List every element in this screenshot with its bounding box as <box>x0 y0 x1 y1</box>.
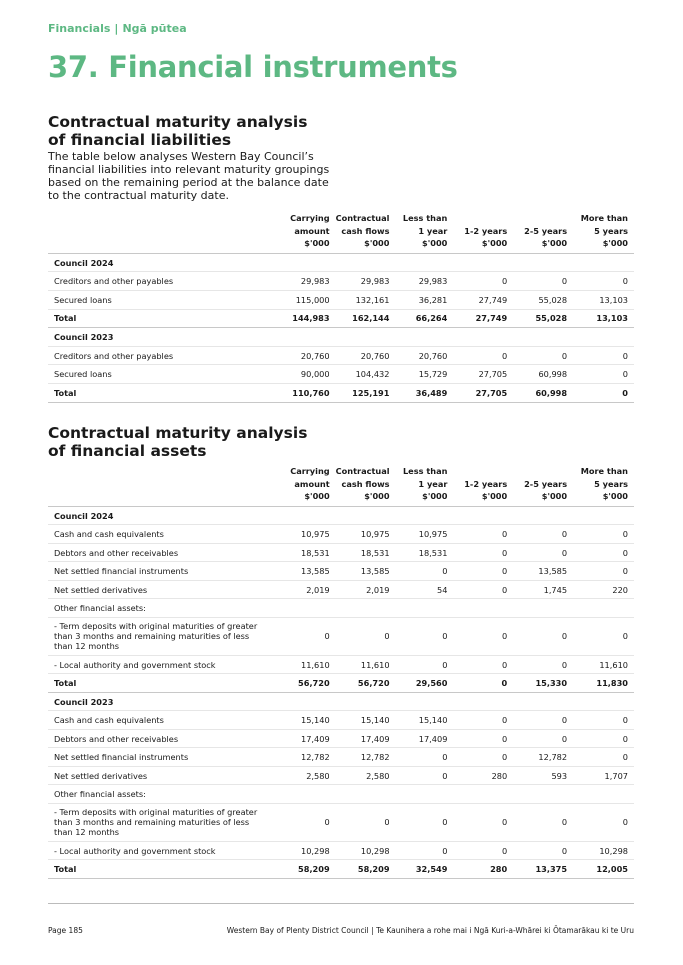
total-row <box>48 674 634 693</box>
value-cell <box>396 506 454 525</box>
table-row <box>48 655 634 674</box>
value-cell: 0 <box>453 674 513 693</box>
section-row <box>48 253 634 272</box>
row-label: Total <box>48 674 271 693</box>
column-header-line <box>513 465 567 478</box>
value-cell: 110,760 <box>271 383 336 402</box>
value-cell: 13,103 <box>573 290 634 309</box>
column-header-line: 5 years <box>594 225 628 236</box>
value-cell: 280 <box>453 766 513 785</box>
value-cell: 15,729 <box>395 365 453 384</box>
column-header-line: $'000 <box>304 491 330 502</box>
column-header <box>336 212 396 253</box>
value-cell: 56,720 <box>336 674 396 693</box>
column-header-line: $'000 <box>481 238 508 249</box>
value-cell: 0 <box>396 562 454 581</box>
header-label-cell <box>48 212 271 253</box>
value-cell: 58,209 <box>336 860 396 879</box>
value-cell <box>573 328 634 347</box>
value-cell: 0 <box>453 562 513 581</box>
value-cell: 27,749 <box>453 290 513 309</box>
liabilities-intro: The table below analyses Western Bay Council’s financial liabilities into relevant maturity groupings based on the remaining period at the balance date to the contractual maturity date. <box>48 150 330 202</box>
table-header-row <box>48 212 634 253</box>
value-cell <box>453 692 513 711</box>
row-label: Council 2024 <box>48 253 271 272</box>
value-cell: 1,745 <box>513 580 573 599</box>
header-label-cell <box>48 465 271 506</box>
value-cell: 0 <box>573 748 634 767</box>
footer-divider <box>48 903 634 904</box>
table-row <box>48 729 634 748</box>
column-header-line: 1-2 years <box>464 478 508 489</box>
assets-heading-line2: of financial assets <box>48 442 207 460</box>
value-cell: 27,705 <box>453 383 513 402</box>
table-row <box>48 841 634 860</box>
value-cell: 13,585 <box>336 562 396 581</box>
value-cell: 10,975 <box>336 525 396 544</box>
value-cell: 32,549 <box>396 860 454 879</box>
row-label: - Term deposits with original maturities of greater than 3 months and remaining maturities of less than 12 months <box>48 617 271 655</box>
value-cell: 17,409 <box>396 729 454 748</box>
column-header-line: Carrying <box>290 213 330 223</box>
liabilities-heading-line2: of financial liabilities <box>48 131 232 149</box>
value-cell: 15,140 <box>271 711 336 730</box>
value-cell: 0 <box>453 655 513 674</box>
value-cell: 0 <box>336 803 396 841</box>
table-row <box>48 785 634 804</box>
value-cell: 0 <box>573 562 634 581</box>
column-header <box>453 212 513 253</box>
value-cell: 0 <box>513 272 573 291</box>
value-cell: 0 <box>396 748 454 767</box>
value-cell <box>336 599 396 618</box>
column-header-line <box>453 465 507 478</box>
column-header-line: $'000 <box>541 238 568 249</box>
table-row <box>48 599 634 618</box>
value-cell <box>396 599 454 618</box>
table-row <box>48 766 634 785</box>
value-cell: 18,531 <box>271 543 336 562</box>
value-cell: 0 <box>271 617 336 655</box>
column-header-line: $'000 <box>481 491 508 502</box>
value-cell: 10,975 <box>396 525 454 544</box>
value-cell <box>271 253 336 272</box>
value-cell: 0 <box>573 617 634 655</box>
value-cell: 20,760 <box>336 346 396 365</box>
value-cell: 0 <box>396 766 454 785</box>
value-cell: 2,580 <box>336 766 396 785</box>
value-cell <box>271 599 336 618</box>
column-header <box>271 212 336 253</box>
value-cell: 13,375 <box>513 860 573 879</box>
value-cell: 0 <box>453 748 513 767</box>
value-cell: 10,298 <box>336 841 396 860</box>
footer-organisation: Western Bay of Plenty District Council | Te Kaunihera a rohe mai i Ngā Kuri-a-Whārei ki Ōtamarākau ki te Uru <box>226 926 634 935</box>
value-cell: 125,191 <box>336 383 396 402</box>
column-header-line: Less than <box>402 213 448 223</box>
column-header <box>513 212 573 253</box>
row-label: Net settled derivatives <box>48 766 271 785</box>
table-row <box>48 617 634 655</box>
value-cell: 0 <box>513 525 573 544</box>
row-label: Creditors and other payables <box>48 346 271 365</box>
value-cell: 18,531 <box>396 543 454 562</box>
row-label: Council 2023 <box>48 692 271 711</box>
value-cell: 66,264 <box>395 309 453 328</box>
value-cell: 104,432 <box>336 365 396 384</box>
column-header-line: $'000 <box>304 238 330 249</box>
value-cell: 0 <box>573 272 634 291</box>
table-row <box>48 803 634 841</box>
value-cell: 0 <box>573 346 634 365</box>
value-cell: 0 <box>453 841 513 860</box>
column-header-line: $'000 <box>364 491 390 502</box>
row-label: Council 2024 <box>48 506 271 525</box>
value-cell: 220 <box>573 580 634 599</box>
value-cell: 15,140 <box>396 711 454 730</box>
value-cell: 55,028 <box>513 309 573 328</box>
value-cell: 0 <box>513 346 573 365</box>
value-cell: 2,580 <box>271 766 336 785</box>
value-cell: 10,975 <box>271 525 336 544</box>
header-separator: | <box>114 22 119 35</box>
value-cell: 36,281 <box>395 290 453 309</box>
column-header-line: cash flows <box>341 225 390 236</box>
page-header <box>48 22 187 35</box>
value-cell: 54 <box>396 580 454 599</box>
value-cell: 15,330 <box>513 674 573 693</box>
column-header-line: $'000 <box>364 238 390 249</box>
row-label: Secured loans <box>48 290 271 309</box>
value-cell: 132,161 <box>336 290 396 309</box>
value-cell <box>396 785 454 804</box>
table-row <box>48 525 634 544</box>
value-cell <box>513 328 573 347</box>
value-cell: 0 <box>513 841 573 860</box>
total-row <box>48 309 634 328</box>
value-cell: 0 <box>573 729 634 748</box>
column-header-line: More than <box>580 466 628 476</box>
value-cell <box>573 253 634 272</box>
value-cell: 0 <box>453 580 513 599</box>
table-row <box>48 272 634 291</box>
value-cell <box>453 599 513 618</box>
value-cell: 20,760 <box>271 346 336 365</box>
value-cell: 12,782 <box>513 748 573 767</box>
table-row <box>48 365 634 384</box>
column-header-line: Contractual <box>335 466 390 476</box>
total-row <box>48 383 634 402</box>
row-label: Creditors and other payables <box>48 272 271 291</box>
column-header-line: 1 year <box>418 225 448 236</box>
value-cell: 2,019 <box>336 580 396 599</box>
row-label: Cash and cash equivalents <box>48 711 271 730</box>
row-label: - Local authority and government stock <box>48 655 271 674</box>
value-cell: 17,409 <box>336 729 396 748</box>
table-row <box>48 748 634 767</box>
value-cell: 0 <box>453 346 513 365</box>
value-cell <box>453 328 513 347</box>
value-cell: 55,028 <box>513 290 573 309</box>
value-cell: 0 <box>573 365 634 384</box>
value-cell: 0 <box>513 655 573 674</box>
column-header <box>271 465 336 506</box>
row-label: Net settled financial instruments <box>48 748 271 767</box>
value-cell: 10,298 <box>573 841 634 860</box>
value-cell: 17,409 <box>271 729 336 748</box>
value-cell <box>513 785 573 804</box>
value-cell: 0 <box>396 617 454 655</box>
column-header <box>396 465 454 506</box>
value-cell <box>336 328 396 347</box>
value-cell <box>573 599 634 618</box>
value-cell: 27,705 <box>453 365 513 384</box>
value-cell <box>336 692 396 711</box>
value-cell: 29,983 <box>336 272 396 291</box>
value-cell: 29,983 <box>395 272 453 291</box>
value-cell: 60,998 <box>513 365 573 384</box>
row-label: - Term deposits with original maturities of greater than 3 months and remaining maturities of less than 12 months <box>48 803 271 841</box>
value-cell: 0 <box>573 383 634 402</box>
column-header-line: 1-2 years <box>464 225 508 236</box>
row-label: Other financial assets: <box>48 599 271 618</box>
value-cell: 0 <box>271 803 336 841</box>
column-header-line: $'000 <box>541 491 568 502</box>
value-cell: 20,760 <box>395 346 453 365</box>
value-cell: 18,531 <box>336 543 396 562</box>
value-cell <box>395 253 453 272</box>
value-cell: 90,000 <box>271 365 336 384</box>
value-cell: 13,585 <box>513 562 573 581</box>
table-row <box>48 562 634 581</box>
value-cell <box>513 506 573 525</box>
row-label: Debtors and other receivables <box>48 729 271 748</box>
value-cell: 0 <box>513 803 573 841</box>
table-row <box>48 543 634 562</box>
section-row <box>48 328 634 347</box>
value-cell <box>336 253 396 272</box>
value-cell: 15,140 <box>336 711 396 730</box>
value-cell: 29,983 <box>271 272 336 291</box>
value-cell: 0 <box>513 729 573 748</box>
value-cell: 0 <box>573 525 634 544</box>
value-cell <box>573 506 634 525</box>
value-cell <box>453 785 513 804</box>
section-row <box>48 692 634 711</box>
value-cell <box>453 506 513 525</box>
column-header-line: Contractual <box>335 213 390 223</box>
column-header-line: 2-5 years <box>524 225 568 236</box>
column-header-line: Less than <box>402 466 448 476</box>
table-row <box>48 711 634 730</box>
value-cell: 13,585 <box>271 562 336 581</box>
column-header <box>573 465 634 506</box>
value-cell <box>513 692 573 711</box>
value-cell: 0 <box>396 655 454 674</box>
value-cell: 11,830 <box>573 674 634 693</box>
row-label: Total <box>48 383 271 402</box>
value-cell: 58,209 <box>271 860 336 879</box>
value-cell: 0 <box>453 729 513 748</box>
table-row <box>48 346 634 365</box>
column-header-line: $'000 <box>422 491 448 502</box>
value-cell: 162,144 <box>336 309 396 328</box>
column-header-line: 1 year <box>418 478 448 489</box>
column-header <box>573 212 634 253</box>
value-cell: 13,103 <box>573 309 634 328</box>
value-cell: 0 <box>453 525 513 544</box>
value-cell: 0 <box>396 841 454 860</box>
column-header <box>395 212 453 253</box>
value-cell: 56,720 <box>271 674 336 693</box>
value-cell: 11,610 <box>573 655 634 674</box>
value-cell: 144,983 <box>271 309 336 328</box>
column-header-line: cash flows <box>341 478 390 489</box>
value-cell: 0 <box>513 617 573 655</box>
value-cell: 11,610 <box>271 655 336 674</box>
value-cell: 0 <box>453 617 513 655</box>
column-header <box>513 465 573 506</box>
value-cell <box>336 785 396 804</box>
table-header-row <box>48 465 634 506</box>
value-cell: 1,707 <box>573 766 634 785</box>
value-cell: 0 <box>573 711 634 730</box>
column-header-line: amount <box>294 225 330 236</box>
column-header-line <box>513 212 567 225</box>
value-cell <box>271 692 336 711</box>
row-label: Other financial assets: <box>48 785 271 804</box>
value-cell: 12,782 <box>271 748 336 767</box>
header-maori: Ngā pūtea <box>122 22 187 35</box>
row-label: Secured loans <box>48 365 271 384</box>
value-cell: 12,005 <box>573 860 634 879</box>
column-header-line <box>453 212 507 225</box>
value-cell: 2,019 <box>271 580 336 599</box>
column-header-line: amount <box>294 478 330 489</box>
value-cell: 115,000 <box>271 290 336 309</box>
column-header-line: 2-5 years <box>524 478 568 489</box>
row-label: Net settled derivatives <box>48 580 271 599</box>
value-cell <box>513 253 573 272</box>
value-cell: 0 <box>453 711 513 730</box>
value-cell: 0 <box>336 617 396 655</box>
page-title: 37. Financial instruments <box>48 50 458 84</box>
value-cell: 280 <box>453 860 513 879</box>
value-cell: 0 <box>453 272 513 291</box>
row-label: Total <box>48 860 271 879</box>
column-header-line: 5 years <box>594 478 628 489</box>
total-row <box>48 860 634 879</box>
section-row <box>48 506 634 525</box>
column-header-line: $'000 <box>602 491 628 502</box>
column-header-line: $'000 <box>602 238 628 249</box>
value-cell: 0 <box>573 543 634 562</box>
table-row <box>48 290 634 309</box>
value-cell: 0 <box>573 803 634 841</box>
header-section: Financials <box>48 22 111 35</box>
value-cell <box>336 506 396 525</box>
value-cell: 0 <box>453 543 513 562</box>
assets-heading-line1: Contractual maturity analysis <box>48 424 308 442</box>
value-cell <box>453 253 513 272</box>
value-cell <box>573 692 634 711</box>
row-label: Debtors and other receivables <box>48 543 271 562</box>
row-label: - Local authority and government stock <box>48 841 271 860</box>
value-cell: 27,749 <box>453 309 513 328</box>
row-label: Total <box>48 309 271 328</box>
value-cell <box>396 692 454 711</box>
assets-heading <box>48 424 307 460</box>
value-cell: 0 <box>513 711 573 730</box>
table-row <box>48 580 634 599</box>
value-cell: 11,610 <box>336 655 396 674</box>
assets-table <box>48 465 634 879</box>
value-cell <box>271 785 336 804</box>
value-cell <box>271 328 336 347</box>
row-label: Council 2023 <box>48 328 271 347</box>
value-cell: 10,298 <box>271 841 336 860</box>
liabilities-heading-line1: Contractual maturity analysis <box>48 113 308 131</box>
column-header <box>336 465 396 506</box>
column-header-line: Carrying <box>290 466 330 476</box>
row-label: Cash and cash equivalents <box>48 525 271 544</box>
value-cell <box>573 785 634 804</box>
value-cell <box>513 599 573 618</box>
value-cell: 36,489 <box>395 383 453 402</box>
value-cell: 60,998 <box>513 383 573 402</box>
value-cell: 0 <box>396 803 454 841</box>
footer-page-number: Page 185 <box>48 926 83 935</box>
value-cell: 0 <box>453 803 513 841</box>
value-cell <box>271 506 336 525</box>
column-header-line: More than <box>580 213 628 223</box>
value-cell: 12,782 <box>336 748 396 767</box>
value-cell: 29,560 <box>396 674 454 693</box>
column-header-line: $'000 <box>422 238 448 249</box>
value-cell: 593 <box>513 766 573 785</box>
liabilities-heading <box>48 113 307 149</box>
value-cell: 0 <box>513 543 573 562</box>
row-label: Net settled financial instruments <box>48 562 271 581</box>
liabilities-table <box>48 212 634 403</box>
column-header <box>453 465 513 506</box>
value-cell <box>395 328 453 347</box>
